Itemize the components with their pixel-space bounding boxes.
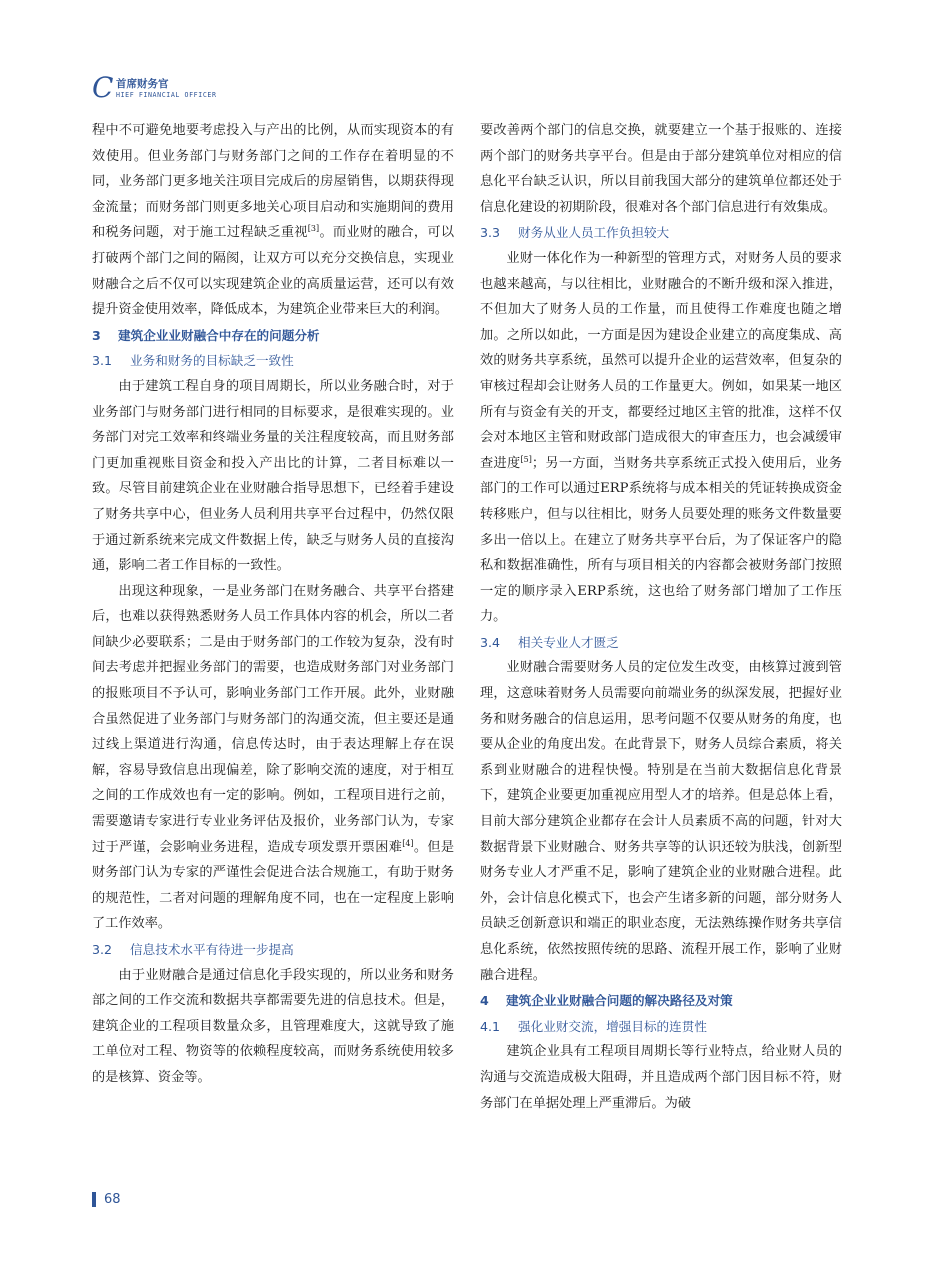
citation: [4] — [402, 838, 414, 848]
paragraph: 出现这种现象，一是业务部门在财务融合、共享平台搭建后，也难以获得熟悉财务人员工作具体内容的机会，所以二者间缺少必要联系；二是由于财务部门的工作较为复杂，没有时间去考虑并把握业务部门的需要，也造成财务部门对业务部门的报账项目不予认可，影响业务部门工作开展。此外，业财融合虽然促进了业务部门与财务部门的沟通交流，但主要还是通过线上渠道进行沟通，信息传达时，由于表达理解上存在误解，容易导致信息出现偏差，除了影响交流的速度，对于相互之间的工作成效也有一定的影响。例如，工程项目进行之前，需要邀请专家进行专业业务评估及报价，业务部门认为，专家过于严谨，会影响业务进程，造成专项发票开票困难[4]。但是财务部门认为专家的严谨性会促进合法合规施工，有助于财务的规范性，二者对问题的理解角度不同，也在一定程度上影响了工作效率。 — [92, 583, 455, 932]
footer-bar — [92, 1192, 96, 1207]
paragraph: 业财一体化作为一种新型的管理方式，对财务人员的要求也越来越高，与以往相比，业财融合的不断升级和深入推进，不但加大了财务人员的工作量，而且使得工作难度也随之增加。之所以如此，一方面是因为建设企业建立的高度集成、高效的财务共享系统，虽然可以提升企业的运营效率，但复杂的审核过程却会让财务人员的工作量更大。例如，如果某一地区所有与资金有关的开支，都要经过地区主管的批准，这样不仅会对本地区主管和财政部门造成很大的审查压力，也会减缓审查进度[5]；另一方面，当财务共享系统正式投入使用后，业务部门的工作可以通过ERP系统将与成本相关的凭证转换成资金转移账户，但与以往相比，财务人员要处理的账务文件数量要多出一倍以上。在建立了财务共享平台后，为了保证客户的隐私和数据准确性，所有与项目相关的内容都会被财务部门按照一定的顺序录入ERP系统，这也给了财务部门增加了工作压力。 — [480, 250, 843, 625]
subsection-heading-3-4: 3.4 相关专业人才匮乏 — [480, 634, 619, 650]
paragraph: 要改善两个部门的信息交换，就要建立一个基于报账的、连接两个部门的财务共享平台。但是由于部分建筑单位对相应的信息化平台缺乏认识，所以目前我国大部分的建筑单位都还处于信息化建设的初期阶段，很难对各个部门信息进行有效集成。 — [480, 123, 842, 215]
logo-c-mark: C — [92, 71, 114, 104]
logo-title-en: HIEF FINANCIAL OFFICER — [116, 91, 217, 99]
subsection-heading-3-2: 3.2 信息技术水平有待进一步提高 — [92, 942, 294, 957]
paragraph: 程中不可避免地要考虑投入与产出的比例，从而实现资本的有效使用。但业务部门与财务部门之间的工作存在着明显的不同，业务部门更多地关注项目完成后的房屋销售，以期获得现金流量；而财务部门则更多地关心项目启动和实施期间的费用和税务问题，对于施工过程缺乏重视[3]。而业财的融合，可以打破两个部门之间的隔阂，让双方可以充分交换信息，实现业财融合之后不仅可以实现建筑企业的高质量运营，还可以有效提升资金使用效率，降低成本，为建筑企业带来巨大的利润。 — [92, 123, 455, 318]
logo-title-cn: 首席财务官 — [116, 78, 169, 90]
subsection-heading-4-1: 4.1 强化业财交流，增强目标的连贯性 — [480, 1018, 707, 1034]
right-column — [480, 118, 842, 1116]
paragraph: 业财融合需要财务人员的定位发生改变，由核算过渡到管理，这意味着财务人员需要向前端业务的纵深发展，把握好业务和财务融合的信息运用，思考问题不仅要从财务的角度，也要从企业的角度出发。在此背景下，财务人员综合素质，将关系到业财融合的进程快慢。特别是在当前大数据信息化背景下，建筑企业要更加重视应用型人才的培养。但是总体上看，目前大部分建筑企业都存在会计人员素质不高的问题，针对大数据背景下业财融合、财务共享等的认识还较为肤浅，创新型财务专业人才严重不足，影响了建筑企业的业财融合进程。此外，会计信息化模式下，也会产生诸多新的问题，部分财务人员缺乏创新意识和端正的职业态度，无法熟练操作财务共享信息化系统，依然按照传统的思路、流程开展工作，影响了业财融合进程。 — [480, 660, 842, 983]
paragraph: 建筑企业具有工程项目周期长等行业特点，给业财人员的沟通与交流造成极大阻碍，并且造成两个部门因目标不符，财务部门在单据处理上严重滞后。为破 — [480, 1044, 842, 1111]
citation: [5] — [520, 454, 532, 464]
page-number: 68 — [104, 1192, 121, 1207]
section-heading-4: 4 建筑企业业财融合问题的解决路径及对策 — [480, 993, 733, 1009]
citation: [3] — [307, 224, 320, 234]
subsection-heading-3-3: 3.3 财务从业人员工作负担较大 — [480, 225, 670, 241]
section-heading-3: 3 建筑企业业财融合中存在的问题分析 — [92, 327, 320, 343]
left-column — [92, 118, 454, 1091]
paragraph: 由于业财融合是通过信息化手段实现的，所以业务和财务部之间的工作交流和数据共享都需要先进的信息技术。但是，建筑企业的工程项目数量众多，且管理难度大，这就导致了施工单位对工程、物资等的依赖程度较高，而财务系统使用较多的是核算、资金等。 — [92, 967, 454, 1085]
paragraph: 由于建筑工程自身的项目周期长，所以业务融合时，对于业务部门与财务部门进行相同的目标要求，是很难实现的。业务部门对完工效率和终端业务量的关注程度较高，而且财务部门更加重视账目资金和投入产出比的计算，二者目标难以一致。尽管目前建筑企业在业财融合指导思想下，已经着手建设了财务共享中心，但业务人员利用共享平台过程中，仍然仅限于通过新系统来完成文件数据上传，缺乏与财务人员的直接沟通，影响二者工作目标的一致性。 — [92, 378, 454, 574]
subsection-heading-3-1: 3.1 业务和财务的目标缺乏一致性 — [92, 353, 294, 369]
